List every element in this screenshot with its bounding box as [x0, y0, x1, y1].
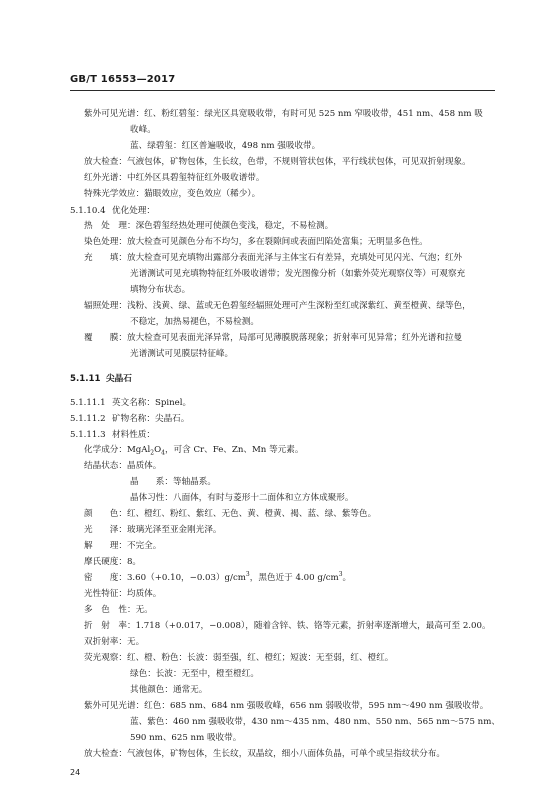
section-number: 5.1.11: [70, 374, 101, 384]
section-heading-5-1-11: [70, 372, 132, 384]
section-5-1-11-3: [70, 428, 155, 440]
section-number: 5.1.11.1: [70, 398, 106, 408]
section-5-1-11-2: [70, 412, 189, 424]
text-line: 光谱测试可见充填物特征红外吸收谱带；发光图像分析（如紫外荧光观察仪等）可观察充: [130, 269, 466, 279]
text-line: 染色处理：放大检查可见颜色分布不均匀，多在裂隙间或表面凹陷处富集；无明显多色性。: [84, 237, 428, 247]
text-line: 荧光观察：红、橙、粉色：长波：弱至强，红、橙红；短波：无至弱，红、橙红。: [84, 653, 394, 663]
text-line: 辐照处理：浅粉、浅黄、绿、蓝或无色碧玺经辐照处理可产生深粉至红或深紫红、黄至橙黄、绿等色，: [84, 301, 471, 311]
text-line: 晶 系：等轴晶系。: [130, 477, 216, 487]
chemical-composition-line: 化学成分：$MgAl_2O_4$，可含 Cr、Fe、Zn、Mn 等元素。: [84, 445, 304, 457]
text-line: 热 处 理：深色碧玺经热处理可使颜色变浅，稳定，不易检测。: [84, 221, 334, 231]
text-line: 折 射 率：1.718（+0.017，−0.008），随着含锌、铁、铬等元素，折射率逐渐增大，最高可至 2.00。: [84, 621, 491, 631]
text-line: 解 理：不完全。: [84, 541, 162, 551]
text-line: 覆 膜：放大检查可见表面光泽异常，局部可见薄膜脱落现象；折射率可见异常；红外光谱和拉曼: [84, 333, 463, 343]
text-line: 590 nm、625 nm 吸收带。: [130, 733, 242, 743]
text-line: 光性特征：均质体。: [84, 589, 162, 599]
text-line: 其他颜色：通常无。: [130, 685, 208, 695]
section-number: 5.1.11.3: [70, 430, 106, 440]
text-line: 双折射率：无。: [84, 637, 145, 647]
text-line: 放大检查：气液包体，矿物包体，生长纹，双晶纹，细小八面体负晶，可单个或呈指纹状分布。: [84, 749, 445, 759]
text-line: 光谱测试可见膜层特征峰。: [130, 349, 234, 359]
section-heading-5-1-10-4: [70, 204, 155, 216]
text-line: 多 色 性：无。: [84, 605, 153, 615]
text-line: 光 泽：玻璃光泽至亚金刚光泽。: [84, 525, 222, 535]
section-text: 矿物名称：尖晶石。: [112, 414, 190, 424]
text-line: 放大检查：气液包体，矿物包体，生长纹，色带，不规则管状包体，平行线状包体，可见双折射现象。: [84, 157, 471, 167]
text-line: 颜 色：红、橙红、粉红、紫红、无色、黄、橙黄、褐、蓝、绿、紫等色。: [84, 509, 377, 519]
density-line: 密 度：3.60（+0.10，$-0.03)g/cm^3$，黑色近于 4.00 $g/cm^3$。: [84, 571, 352, 583]
text-line: 收峰。: [130, 125, 156, 135]
text-line: 蓝、绿碧玺：红区普遍吸收，498 nm 强吸收带。: [130, 141, 321, 151]
text-line: 蓝、紫色：460 nm 强吸收带，430 nm～435 nm、480 nm、550 nm、565 nm～575 nm、: [130, 717, 500, 727]
section-number: 5.1.10.4: [70, 206, 106, 216]
section-5-1-11-1: [70, 396, 191, 408]
text-line: 特殊光学效应：猫眼效应，变色效应（稀少）。: [84, 189, 261, 199]
text-line: 不稳定，加热易褪色，不易检测。: [130, 317, 259, 327]
text-line: 填物分布状态。: [130, 285, 191, 295]
section-title: 优化处理：: [112, 206, 155, 216]
header-rule: [70, 90, 495, 91]
text-line: 绿色：长波：无至中，橙至橙红。: [130, 669, 259, 679]
section-text: 材料性质：: [112, 430, 155, 440]
text-line: 紫外可见光谱：红、粉红碧玺：绿光区具宽吸收带，有时可见 525 nm 窄吸收带，451 nm、458 nm 吸: [84, 109, 483, 119]
section-number: 5.1.11.2: [70, 414, 106, 424]
section-title: 尖晶石: [106, 374, 132, 384]
text-line: 晶体习性：八面体，有时与菱形十二面体和立方体成聚形。: [130, 493, 354, 503]
text-line: 结晶状态：晶质体。: [84, 461, 162, 471]
section-text: 英文名称：Spinel。: [112, 398, 192, 408]
text-line: 紫外可见光谱：红色：685 nm、684 nm 强吸收峰，656 nm 弱吸收带，595 nm～490 nm 强吸收带。: [84, 701, 489, 711]
text-line: 充 填：放大检查可见充填物出露部分表面光泽与主体宝石有差异，充填处可见闪光、气泡；红外: [84, 253, 463, 263]
standard-header: GB/T 16553—2017: [70, 74, 176, 85]
page-number: 24: [70, 768, 81, 777]
text-line: 摩氏硬度：8。: [84, 557, 142, 567]
text-line: 红外光谱：中红外区具碧玺特征红外吸收谱带。: [84, 173, 265, 183]
